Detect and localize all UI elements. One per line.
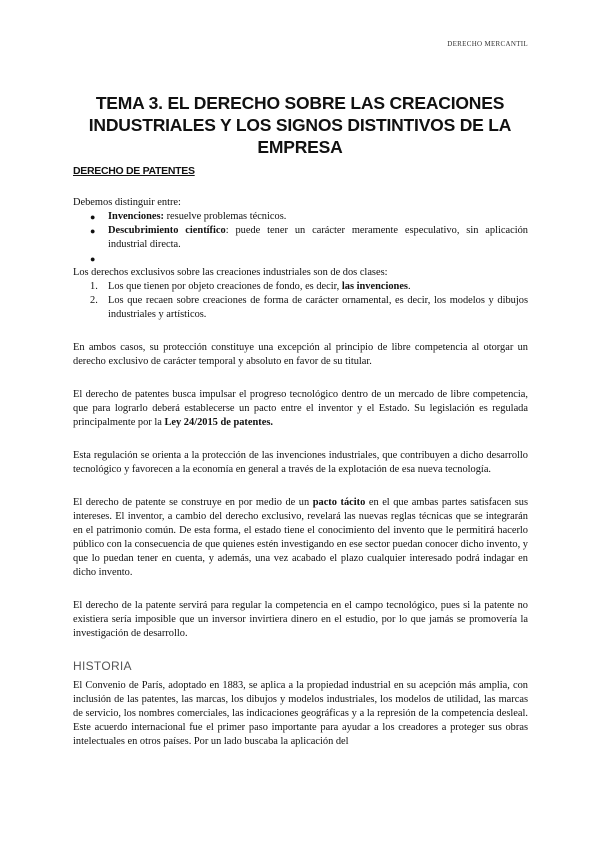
list-item-text: : puede tener un carácter meramente especulativo, sin aplicación industrial directa. <box>108 225 529 250</box>
intro-text: Debemos distinguir entre: <box>73 197 181 208</box>
list-item-text: Los que recaen sobre creaciones de forma de carácter ornamental, es decir, los modelos y dibujos industriales y artísticos. <box>108 295 528 320</box>
paragraph-2-text: El derecho de patentes busca impulsar el progreso tecnológico dentro de un mercado de libre competencia, que para lograrlo deberá establecerse un pacto entre el inventor y el Estado. Su legislación es regulada principalmente por la <box>73 389 528 428</box>
section-heading: DERECHO DE PATENTES <box>73 165 195 177</box>
pacto-tacito: pacto tácito <box>312 497 366 508</box>
list-item <box>73 252 528 266</box>
list-item-bold: las invenciones <box>341 281 408 292</box>
list-item-term: Descubrimiento científico <box>108 225 226 236</box>
historia-heading: HISTORIA <box>73 659 132 673</box>
running-header: DERECHO MERCANTIL <box>447 40 528 48</box>
list-item <box>73 224 528 252</box>
paragraph-4-text-b: en el que ambas partes satisfacen sus intereses. El inventor, a cambio del derecho exclusivo, revelará las nuevas reglas técnicas que se integrarán en el patrimonio común. De esta forma, el estado tiene el conocimiento del invento que le permitirá hacerlo público con la consecuencia de que quienes estén investigando en ese sector puedan conocer dicho invento, y que lo puedan tener en cuenta, y además, una vez acabado el plazo cualquier interesado podrá indagar en dicho invento. <box>73 497 528 578</box>
distinction-list <box>73 210 528 266</box>
list-item-tail: . <box>407 281 411 292</box>
rights-list <box>73 280 528 322</box>
bullet-icon: ● <box>90 254 96 264</box>
bullet-icon: ● <box>90 226 96 236</box>
bullet-icon: ● <box>90 212 96 222</box>
title-line-2: INDUSTRIALES Y LOS SIGNOS DISTINTIVOS DE LA EMPRESA <box>88 115 512 157</box>
list-item-text: resuelve problemas técnicos. <box>164 211 287 222</box>
paragraph-4 <box>73 496 528 580</box>
paragraph-2 <box>73 388 528 430</box>
title-line-1: TEMA 3. EL DERECHO SOBRE LAS CREACIONES <box>95 93 505 113</box>
list-number: 2. <box>90 295 98 306</box>
paragraph-5: El derecho de la patente servirá para regular la competencia en el campo tecnológico, pues si la patente no existiera sería imposible que un inversor invirtiera dinero en el estudio, por lo que jamás se promovería la investigación de desarrollo. <box>73 600 528 639</box>
list-item-term: Invenciones: <box>108 211 164 222</box>
list-item-text: Los que tienen por objeto creaciones de fondo, es decir, <box>108 281 342 292</box>
document-title <box>60 92 540 158</box>
paragraph-1: En ambos casos, su protección constituye una excepción al principio de libre competencia al otorgar un derecho exclusivo de carácter temporal y absoluto en favor de su titular. <box>73 342 528 367</box>
paragraph-3: Esta regulación se orienta a la protección de las invenciones industriales, que contribuyen a dicho desarrollo tecnológico y favorecen a la economía en general a través de la explotación de esa nueva tecnología. <box>73 450 528 475</box>
list-item <box>73 210 528 224</box>
list-number: 1. <box>90 281 98 292</box>
list-item <box>73 294 528 322</box>
list-item <box>73 280 528 294</box>
paragraph-4-text-a: El derecho de patente se construye en por medio de un <box>73 497 313 508</box>
law-reference: Ley 24/2015 de patentes. <box>164 417 273 428</box>
historia-text: El Convenio de París, adoptado en 1883, se aplica a la propiedad industrial en su acepción más amplia, con inclusión de las patentes, las marcas, los dibujos y modelos industriales, los modelos de utilidad, las marcas de servicio, los nombres comerciales, las indicaciones geográficas y a la represión de la competencia desleal. Este acuerdo internacional fue el primer paso importante para ayudar a los creadores a proteger sus obras intelectuales en otros países. Por un lado buscaba la aplicación del <box>73 680 528 747</box>
document-body <box>73 196 528 749</box>
rights-text: Los derechos exclusivos sobre las creaciones industriales son de dos clases: <box>73 267 388 278</box>
